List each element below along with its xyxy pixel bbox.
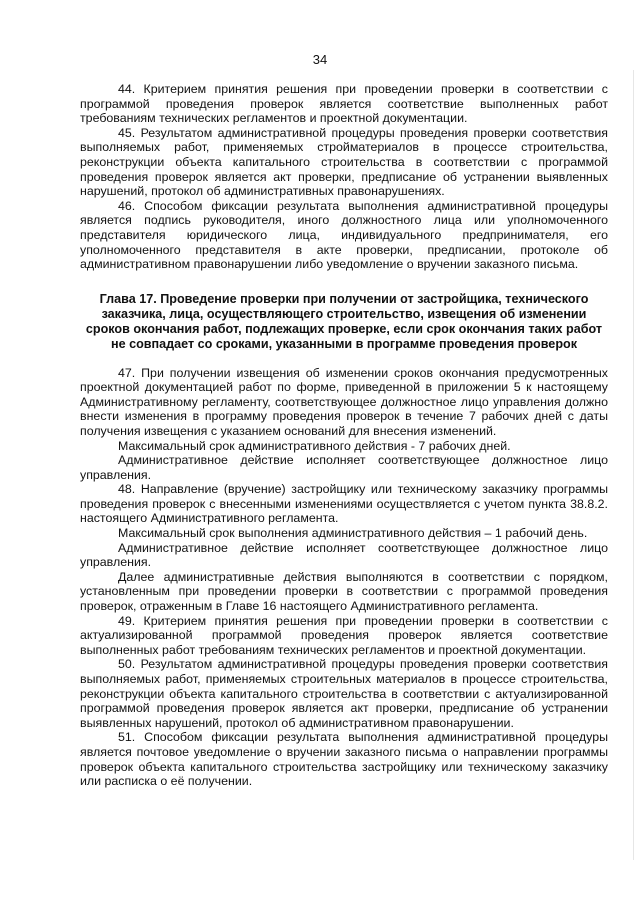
paragraph-48: 48. Направление (вручение) застройщику или техническому заказчику программы проведения проверок с внесенными изменениями осуществляется с учетом пункта 38.8.2. настоящего Административного регламента.: [80, 482, 608, 526]
paragraph-46: 46. Способом фиксации результата выполнения административной процедуры является подпись руководителя, иного должностного лица или уполномоченного представителя юридического лица, индивидуального предпринимателя, его уполномоченного представителя в акте проверки, предписании, протоколе об административном правонарушении либо уведомление о вручении заказного письма.: [80, 198, 608, 272]
chapter-17-heading: Глава 17. Проведение проверки при получении от застройщика, технического заказчика, лица, осуществляющего строительство, извещения об изменении сроков окончания работ, подлежащих проверке, если срок окончания таких работ не совпадает со сроками, указанными в программе проведения проверок: [85, 291, 603, 352]
paragraph-max-term-7-days: Максимальный срок административного действия - 7 рабочих дней.: [118, 438, 511, 453]
paragraph-49: 49. Критерием принятия решения при проведении проверки в соответствии с актуализированной программой проведения проверок является соответствие выполненных работ требованиям технических регламентов и проектной документации.: [80, 613, 608, 657]
paragraph-executor-2: Административное действие исполняет соответствующее должностное лицо управления.: [80, 540, 608, 570]
paragraph-47: 47. При получении извещения об изменении сроков окончания предусмотренных проектной документацией работ по форме, приведенной в приложении 5 к настоящему Административному регламенту, соответствующее должностное лицо управления должно внести изменения в программу проведения проверок в течение 7 рабочих дней с даты получения извещения с указанием оснований для внесения изменений.: [80, 365, 608, 438]
paragraph-executor-1: Административное действие исполняет соответствующее должностное лицо управления.: [80, 453, 608, 482]
page-number: 34: [312, 52, 328, 67]
paragraph-44: 44. Критерием принятия решения при проведении проверки в соответствии с программой проведения проверок является соответствие выполненных работ требованиям технических регламентов и проектной документации.: [80, 82, 608, 126]
paragraph-51: 51. Способом фиксации результата выполнения административной процедуры является почтовое уведомление о вручении заказного письма о направлении программы проверок объекта капитального строительства застройщику или техническому заказчику или расписка о её получении.: [80, 730, 608, 789]
document-body: [80, 82, 608, 789]
paragraph-50: 50. Результатом административной процедуры проведения проверки соответствия выполняемых работ, применяемых строительных материалов в процессе строительства, реконструкции объекта капитального строительства в соответствии с актуализированной программой проведения проверок является акт проверки, предписание об устранении выявленных нарушений, протокол об административном правонарушении.: [80, 657, 608, 730]
paragraph-max-term-1-day: Максимальный срок выполнения административного действия – 1 рабочий день.: [118, 526, 588, 541]
paragraph-further-actions: Далее административные действия выполняются в соответствии с порядком, установленным при проведении проверки в соответствии с программой проведения проверок, отраженным в Главе 16 настоящего Административного регламента.: [80, 569, 608, 614]
page-edge-line: [633, 70, 634, 860]
paragraph-45: 45. Результатом административной процедуры проведения проверки соответствия выполняемых работ, применяемых стройматериалов в процессе строительства, реконструкции объекта капитального строительства в соответствии с программой проведения проверок является акт проверки, предписание об устранении выявленных нарушений, протокол об административных правонарушениях.: [80, 125, 608, 199]
